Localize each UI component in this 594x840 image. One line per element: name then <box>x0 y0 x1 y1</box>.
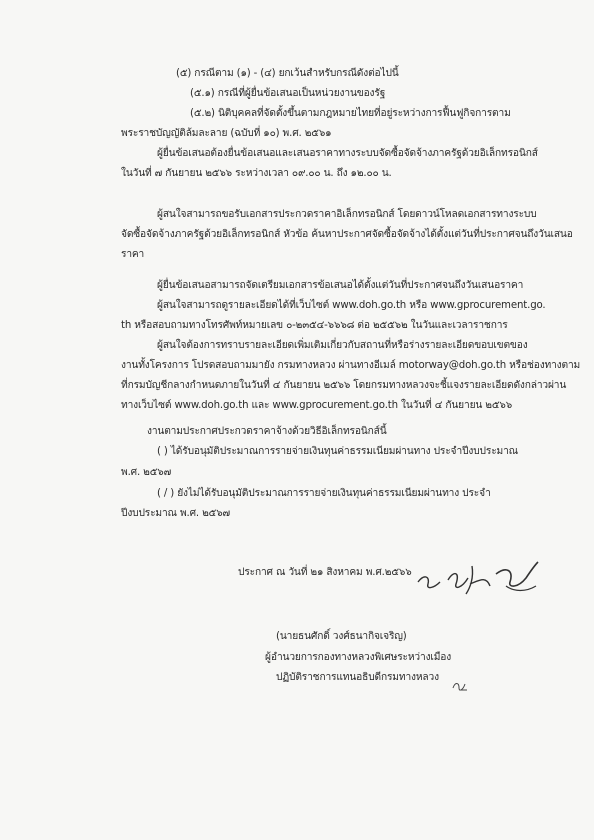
website-paragraph: ผู้สนใจสามารถดูรายละเอียดได้ที่เว็บไซต์ www.doh.go.th หรือ www.gprocurement.go. <box>157 300 546 311</box>
clause-5: (๕) กรณีตาม (๑) - (๔) ยกเว้นสำหรับกรณีดังต่อไปนี้ <box>176 68 399 79</box>
inquiry-paragraph: ผู้สนใจต้องการทราบรายละเอียดเพิ่มเติมเกี่ยวกับสถานที่หรือร่างรายละเอียดขอบเขตของ <box>157 340 528 351</box>
inquiry-paragraph-3: ที่กรมบัญชีกลางกำหนดภายในวันที่ ๔ กันยายน ๒๕๖๖ โดยกรมทางหลวงจะชี้แจงรายละเอียดดังกล่าวผ่าน <box>121 380 567 391</box>
budget-option-pending-year: ปีงบประมาณ พ.ศ. ๒๕๖๗ <box>121 508 231 519</box>
announcement-date: ประกาศ ณ วันที่ ๒๑ สิงหาคม พ.ศ.๒๕๖๖ <box>238 567 412 578</box>
submission-date-line: ในวันที่ ๗ กันยายน ๒๕๖๖ ระหว่างเวลา ๐๙.๐๐ น. ถึง ๑๒.๐๐ น. <box>121 168 392 179</box>
signatory-acting-for: ปฏิบัติราชการแทนอธิบดีกรมทางหลวง <box>276 672 439 683</box>
download-paragraph-3: ราคา <box>121 249 145 260</box>
clause-5-2-cont: พระราชบัญญัติล้มละลาย (ฉบับที่ ๑๐) พ.ศ. ๒๕๖๑ <box>121 128 332 139</box>
prepare-paragraph: ผู้ยื่นข้อเสนอสามารถจัดเตรียมเอกสารข้อเสนอได้ตั้งแต่วันที่ประกาศจนถึงวันเสนอราคา <box>157 280 524 291</box>
budget-heading: งานตามประกาศประกวดราคาจ้างด้วยวิธีอิเล็กทรอนิกส์นี้ <box>147 426 387 437</box>
clause-5-2: (๕.๒) นิติบุคคลที่จัดตั้งขึ้นตามกฎหมายไทยที่อยู่ระหว่างการฟื้นฟูกิจการตาม <box>190 108 511 119</box>
signatory-position: ผู้อำนวยการกองทางหลวงพิเศษระหว่างเมือง <box>265 652 452 663</box>
inquiry-paragraph-4: ทางเว็บไซต์ www.doh.go.th และ www.gprocurement.go.th ในวันที่ ๔ กันยายน ๒๕๖๖ <box>121 400 513 411</box>
phone-line: th หรือสอบถามทางโทรศัพท์หมายเลข ๐-๒๓๕๔-๖๖๖๘ ต่อ ๒๕๕๖๒ ในวันและเวลาราชการ <box>121 320 508 331</box>
signature <box>410 552 550 604</box>
budget-option-approved-year: พ.ศ. ๒๕๖๗ <box>121 467 172 478</box>
signatory-name: (นายธนศักดิ์ วงศ์ธนากิจเจริญ) <box>276 631 407 642</box>
handwritten-initial <box>451 678 469 694</box>
submission-paragraph: ผู้ยื่นข้อเสนอต้องยื่นข้อเสนอและเสนอราคาทางระบบจัดซื้อจัดจ้างภาครัฐด้วยอิเล็กทรอนิกส์ <box>157 148 538 159</box>
inquiry-paragraph-2: งานทั้งโครงการ โปรดสอบถามมายัง กรมทางหลวง ผ่านทางอีเมล์ motorway@doh.go.th หรือช่องทางตาม <box>121 360 581 371</box>
budget-option-pending: ( / ) ยังไม่ได้รับอนุมัติประมาณการรายจ่ายเงินทุนค่าธรรมเนียมผ่านทาง ประจำ <box>157 488 491 499</box>
budget-option-approved: ( ) ได้รับอนุมัติประมาณการรายจ่ายเงินทุนค่าธรรมเนียมผ่านทาง ประจำปีงบประมาณ <box>157 446 518 457</box>
clause-5-1: (๕.๑) กรณีที่ผู้ยื่นข้อเสนอเป็นหน่วยงานของรัฐ <box>190 88 386 99</box>
download-paragraph-2: จัดซื้อจัดจ้างภาครัฐด้วยอิเล็กทรอนิกส์ หัวข้อ ค้นหาประกาศจัดซื้อจัดจ้างได้ตั้งแต่วันที่ประกาศจนถึงวันเสนอ <box>121 229 573 240</box>
download-paragraph: ผู้สนใจสามารถขอรับเอกสารประกวดราคาอิเล็กทรอนิกส์ โดยดาวน์โหลดเอกสารทางระบบ <box>157 209 537 220</box>
